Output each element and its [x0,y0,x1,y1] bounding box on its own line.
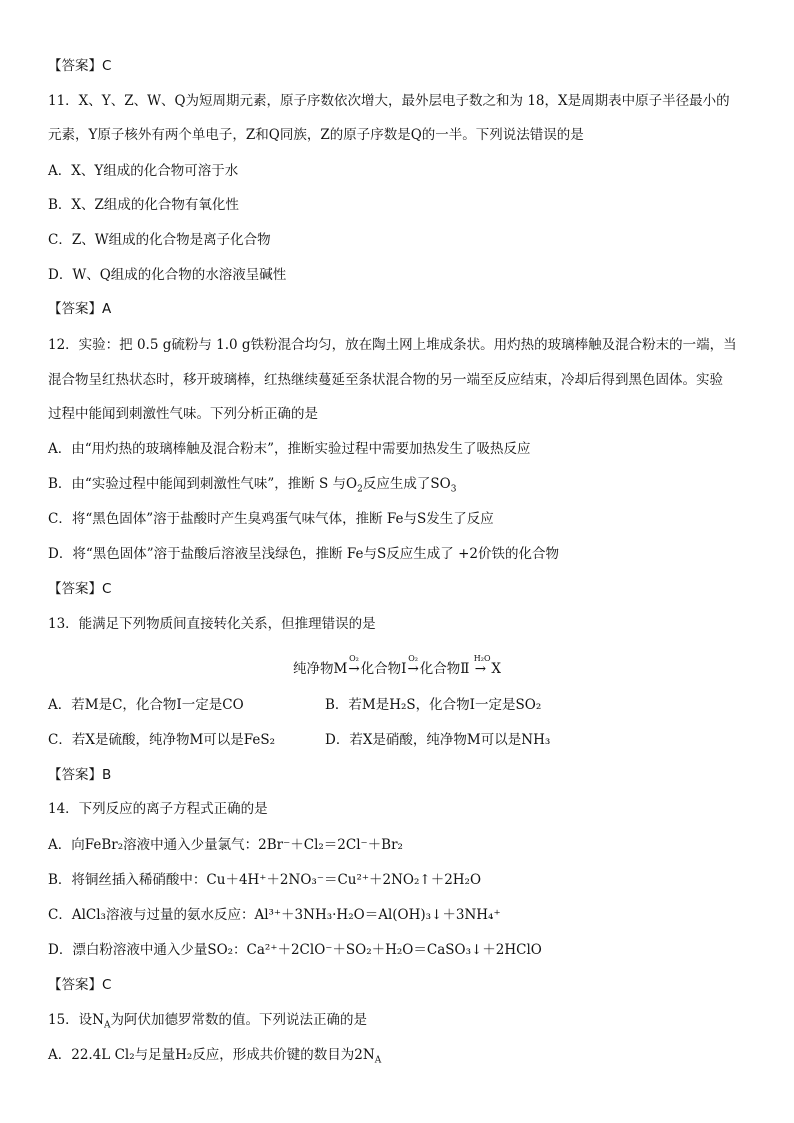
q15-stem [48,1011,367,1029]
q14-option-d: D．漂白粉溶液中通入少量SO₂：Ca²⁺＋2ClO⁻＋SO₂＋H₂O＝CaSO₃↓＋2HClO [48,942,542,958]
answer-13: 【答案】B [48,767,112,783]
answer-12: 【答案】C [48,581,112,597]
q12-option-a: A．由“用灼热的玻璃棒触及混合粉末”，推断实验过程中需要加热发生了吸热反应 [48,441,531,457]
q15-option-a-text: A．22.4L Cl₂与足量H₂反应，形成共价键的数目为2N [48,1047,375,1063]
q15-option-a [48,1046,381,1064]
q13-option-c: C．若X是硫酸，纯净物M可以是FeS₂ [48,732,276,748]
q12-option-d: D．将“黑色固体”溶于盐酸后溶液呈浅绿色，推断 Fe与S反应生成了 +2价铁的化合物 [48,546,559,562]
q14-option-a: A．向FeBr₂溶液中通入少量氯气：2Br⁻＋Cl₂＝2Cl⁻＋Br₂ [48,837,403,853]
q14-option-c: C．AlCl₃溶液与过量的氨水反应：Al³⁺＋3NH₃·H₂O＝Al(OH)₃↓＋3NH₄⁺ [48,907,501,923]
q12-option-b: B．由“实验过程中能闻到刺激性气味”，推断 S 与$O_2$反应生成了$SO_3$ [48,476,457,495]
q12-stem-line3: 过程中能闻到刺激性气味。下列分析正确的是 [48,406,318,422]
q11-option-b: B．X、Z组成的化合物有氧化性 [48,197,239,213]
arrow-o2-2: O₂ → [406,660,419,678]
q11-stem-line1: 11．X、Y、Z、W、Q为短周期元素，原子序数依次增大，最外层电子数之和为 18，X是周期表中原子半径最小的 [48,93,730,109]
q13-option-a: A．若M是C，化合物Ⅰ一定是CO [48,697,244,713]
q15-stem-sub: A [104,1020,111,1031]
q13-option-d: D．若X是硝酸，纯净物M可以是NH₃ [325,732,551,748]
arrow-h2o: H₂O → [474,660,487,678]
q14-stem: 14．下列反应的离子方程式正确的是 [48,801,268,817]
q12-option-b-text: B．由“实验过程中能闻到刺激性气味”，推断 S 与O [48,476,358,492]
q13-transformation-chain [0,654,794,678]
q11-option-a: A．X、Y组成的化合物可溶于水 [48,163,239,179]
chain-x: X [491,661,501,677]
q12-option-c: C．将“黑色固体”溶于盐酸时产生臭鸡蛋气味气体，推断 Fe与S发生了反应 [48,511,494,527]
q12-stem-line2: 混合物呈红热状态时，移开玻璃棒，红热继续蔓延至条状混合物的另一端至反应结束，冷却后得到黑色固体。实验 [48,372,723,388]
answer-10: 【答案】C [48,58,112,74]
answer-14: 【答案】C [48,977,112,993]
arrow-label: O₂ [408,654,418,663]
q12-stem-line1: 12．实验：把 0.5 g硫粉与 1.0 g铁粉混合均匀，放在陶土网上堆成条状。用灼热的玻璃棒触及混合粉末的一端，当 [48,337,737,353]
arrow-label: O₂ [349,654,359,663]
q15-stem-text: 15．设N [48,1012,104,1028]
q14-option-b: B．将铜丝插入稀硝酸中：Cu＋4H⁺＋2NO₃⁻＝Cu²⁺＋2NO₂↑＋2H₂O [48,872,482,888]
q11-option-c: C．Z、W组成的化合物是离子化合物 [48,232,271,248]
q12-option-b-text2: 反应生成了SO [362,476,451,492]
q13-option-b: B．若M是H₂S，化合物Ⅰ一定是SO₂ [325,697,542,713]
q15-option-a-sub: A [374,1055,382,1066]
chain-pure-substance: 纯净物M [292,661,348,677]
arrow-label: H₂O [473,654,491,663]
q11-option-d: D．W、Q组成的化合物的水溶液呈碱性 [48,267,287,283]
answer-11: 【答案】A [48,301,112,317]
q11-stem-line2: 元素，Y原子核外有两个单电子，Z和Q同族，Z的原子序数是Q的一半。下列说法错误的是 [48,127,584,143]
chain-compound-2: 化合物Ⅱ [419,661,470,677]
q13-stem: 13．能满足下列物质间直接转化关系，但推理错误的是 [48,616,376,632]
chain-compound-1: 化合物Ⅰ [360,661,407,677]
arrow-o2-1: O₂ → [347,660,360,678]
q15-stem-rest: 为阿伏加德罗常数的值。下列说法正确的是 [110,1012,367,1028]
